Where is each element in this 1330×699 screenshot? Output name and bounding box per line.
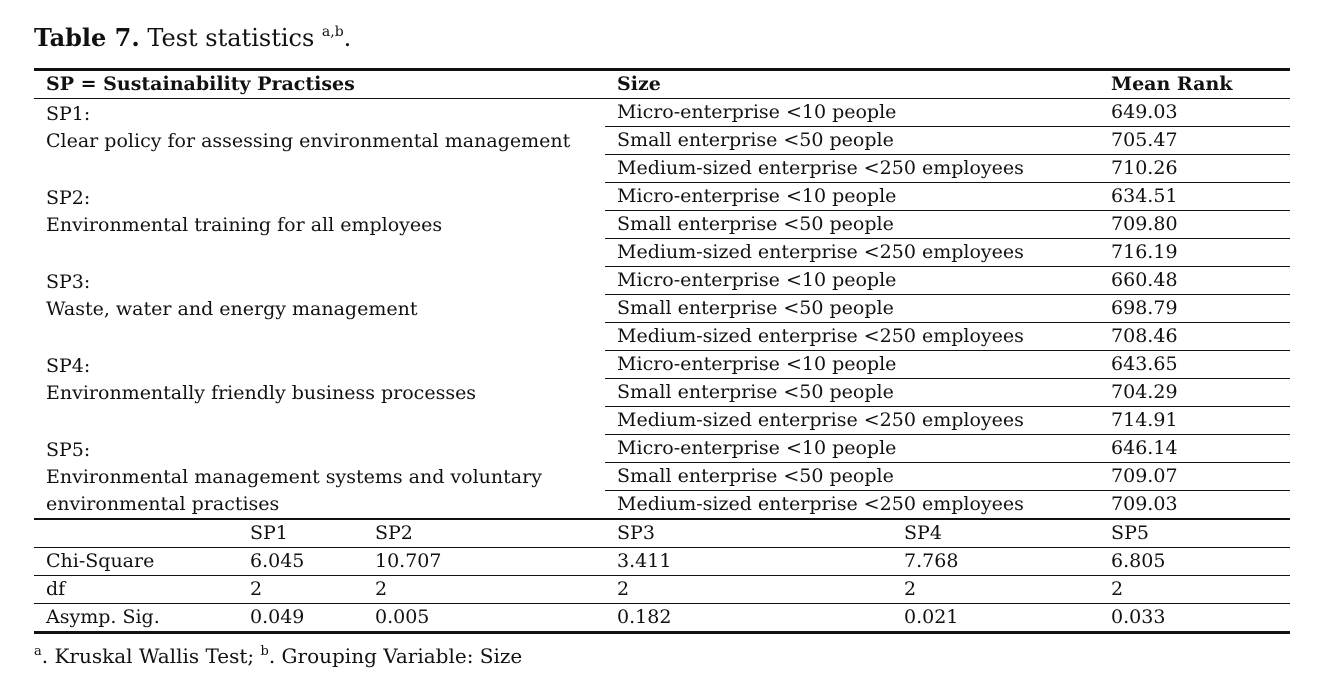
table-row (34, 183, 1290, 211)
stats-label-cell: Chi-Square (34, 548, 238, 576)
size-cell: Small enterprise <50 people (605, 295, 1099, 323)
sp-code: SP1: (46, 103, 91, 125)
table-row (34, 351, 1290, 379)
sp-group (34, 99, 1290, 183)
stats-label-cell: Asymp. Sig. (34, 604, 238, 633)
stats-value-cell: 0.182 (605, 604, 892, 633)
size-cell: Medium-sized enterprise <250 employees (605, 407, 1099, 435)
sp-description: Environmental management systems and voluntary environmental practises (46, 465, 542, 515)
size-cell: Micro-enterprise <10 people (605, 99, 1099, 127)
test-statistics-table (34, 68, 1290, 634)
sp-cell (34, 435, 605, 520)
table-row (34, 435, 1290, 463)
size-cell: Medium-sized enterprise <250 employees (605, 491, 1099, 520)
stats-value-cell: 0.049 (238, 604, 363, 633)
mean-rank-cell: 698.79 (1099, 295, 1290, 323)
size-cell: Small enterprise <50 people (605, 211, 1099, 239)
sp-group (34, 351, 1290, 435)
size-cell: Small enterprise <50 people (605, 127, 1099, 155)
stats-header-row (34, 519, 1290, 548)
mean-rank-cell: 709.80 (1099, 211, 1290, 239)
table-caption (34, 22, 351, 54)
stats-header-cell: SP5 (1099, 519, 1290, 548)
stats-row (34, 548, 1290, 576)
mean-rank-cell: 705.47 (1099, 127, 1290, 155)
footnote-mark-a: a (34, 644, 42, 659)
mean-rank-cell: 716.19 (1099, 239, 1290, 267)
mean-rank-cell: 710.26 (1099, 155, 1290, 183)
stats-value-cell: 6.805 (1099, 548, 1290, 576)
caption-superscript: a,b (321, 24, 344, 40)
sp-code: SP2: (46, 186, 91, 209)
stats-value-cell: 10.707 (363, 548, 605, 576)
sp-description: Environmentally friendly business processes (46, 381, 477, 404)
footnote-a-text: . Kruskal Wallis Test; (41, 644, 261, 668)
stats-value-cell: 6.045 (238, 548, 363, 576)
size-cell: Medium-sized enterprise <250 employees (605, 239, 1099, 267)
mean-rank-cell: 708.46 (1099, 323, 1290, 351)
size-cell: Medium-sized enterprise <250 employees (605, 155, 1099, 183)
stats-value-cell: 3.411 (605, 548, 892, 576)
size-cell: Micro-enterprise <10 people (605, 267, 1099, 295)
stats-row (34, 576, 1290, 604)
mean-rank-cell: 704.29 (1099, 379, 1290, 407)
stats-value-cell: 0.005 (363, 604, 605, 633)
sp-cell (34, 183, 605, 267)
sp-code: SP3: (46, 270, 91, 293)
table-header-row (34, 70, 1290, 99)
sp-group (34, 183, 1290, 267)
stats-value-cell: 2 (605, 576, 892, 604)
size-cell: Micro-enterprise <10 people (605, 435, 1099, 463)
footnote-b-text: . Grouping Variable: Size (268, 644, 523, 668)
stats-header-cell: SP2 (363, 519, 605, 548)
mean-rank-cell: 709.07 (1099, 463, 1290, 491)
sp-code: SP4: (46, 354, 91, 377)
mean-rank-cell: 643.65 (1099, 351, 1290, 379)
mean-rank-cell: 660.48 (1099, 267, 1290, 295)
stats-value-cell: 2 (238, 576, 363, 604)
stats-header-cell: SP1 (238, 519, 363, 548)
size-cell: Micro-enterprise <10 people (605, 183, 1099, 211)
size-cell: Small enterprise <50 people (605, 379, 1099, 407)
stats-header-cell (34, 519, 238, 548)
header-sp: SP = Sustainability Practises (46, 73, 355, 95)
table-row (34, 267, 1290, 295)
table-label: Table 7. (34, 23, 140, 52)
stats-value-cell: 2 (892, 576, 1099, 604)
sp-group (34, 435, 1290, 520)
stats-row (34, 604, 1290, 633)
size-cell: Micro-enterprise <10 people (605, 351, 1099, 379)
mean-rank-cell: 649.03 (1099, 99, 1290, 127)
mean-rank-cell: 714.91 (1099, 407, 1290, 435)
sp-cell (34, 99, 605, 183)
table-footnote (34, 641, 522, 671)
sp-description: Environmental training for all employees (46, 213, 443, 236)
stats-value-cell: 0.021 (892, 604, 1099, 633)
table-row (34, 99, 1290, 127)
table-title: Test statistics (147, 24, 315, 52)
size-cell: Small enterprise <50 people (605, 463, 1099, 491)
mean-rank-cell: 634.51 (1099, 183, 1290, 211)
stats-value-cell: 2 (1099, 576, 1290, 604)
sp-description: Waste, water and energy management (46, 297, 418, 320)
stats-value-cell: 0.033 (1099, 604, 1290, 633)
footnote-mark-b: b (260, 644, 269, 659)
mean-rank-cell: 646.14 (1099, 435, 1290, 463)
stats-header-cell: SP4 (892, 519, 1099, 548)
sp-group (34, 267, 1290, 351)
stats-value-cell: 2 (363, 576, 605, 604)
sp-code: SP5: (46, 438, 91, 461)
size-cell: Medium-sized enterprise <250 employees (605, 323, 1099, 351)
caption-trailing: . (343, 24, 352, 52)
header-size: Size (617, 73, 661, 95)
stats-label-cell: df (34, 576, 238, 604)
sp-cell (34, 351, 605, 435)
sp-description: Clear policy for assessing environmental management (46, 130, 571, 152)
stats-value-cell: 7.768 (892, 548, 1099, 576)
mean-rank-cell: 709.03 (1099, 491, 1290, 520)
header-mean-rank: Mean Rank (1111, 73, 1233, 95)
sp-cell (34, 267, 605, 351)
stats-header-cell: SP3 (605, 519, 892, 548)
